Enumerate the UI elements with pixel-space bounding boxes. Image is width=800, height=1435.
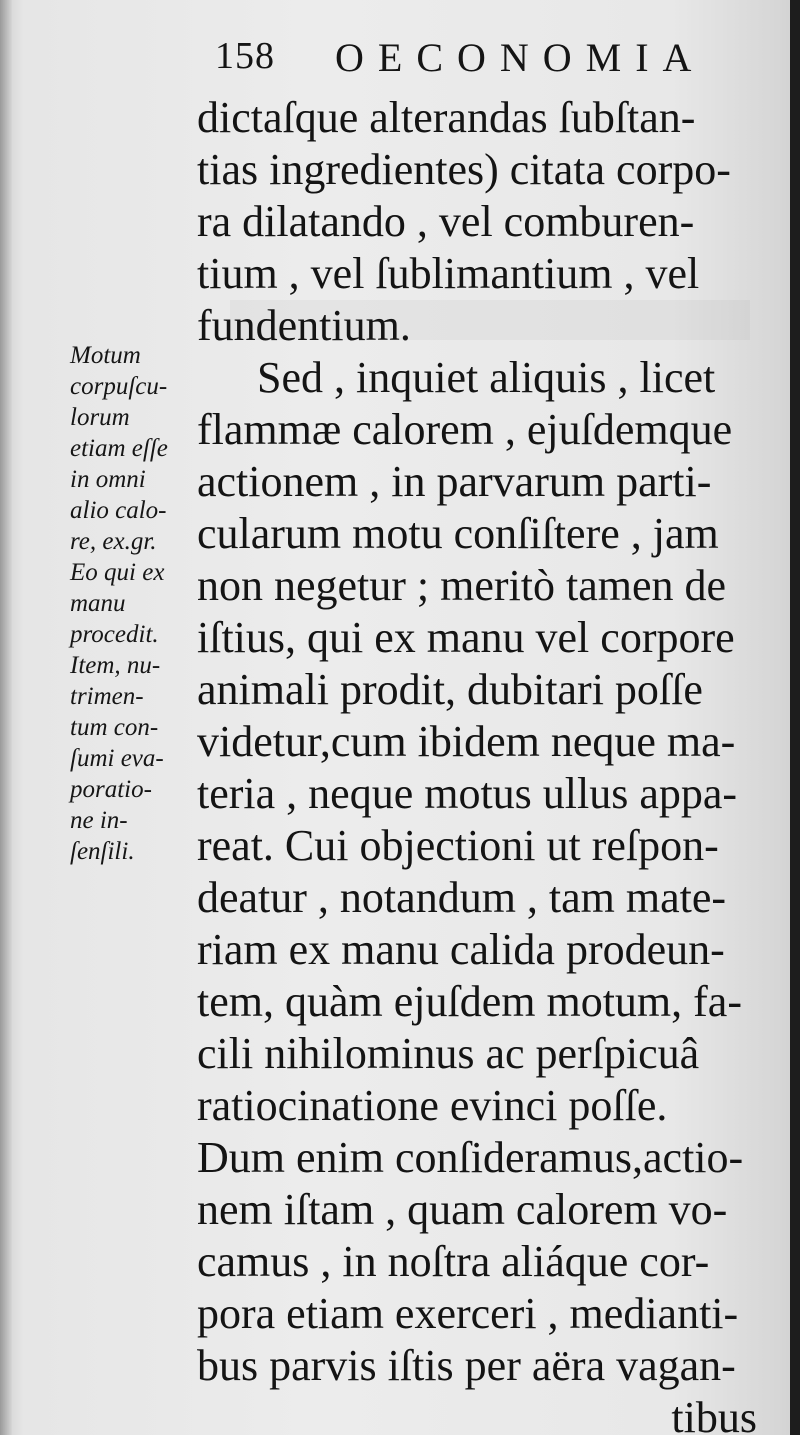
text-line: ra dilatando , vel comburen-	[197, 197, 695, 246]
body-text	[197, 92, 767, 1435]
marginal-note-line: poratio-	[70, 776, 152, 803]
text-line: ratiocinatione evinci poſſe.	[197, 1081, 668, 1130]
marginal-note-line: ne in-	[70, 807, 128, 834]
marginal-note-line: manu	[70, 590, 126, 617]
text-line: cularum motu conſiſtere , jam	[197, 509, 719, 558]
page-number: 158	[215, 35, 275, 77]
marginal-note-line: in omni	[70, 466, 146, 493]
text-line: actionem , in parvarum parti-	[197, 457, 712, 506]
marginal-note-line: corpuſcu-	[70, 373, 168, 400]
marginal-note-line: tum con-	[70, 714, 159, 741]
page-gutter-shadow	[0, 0, 12, 1435]
running-title: OECONOMIA	[335, 35, 706, 80]
text-line: deatur , notandum , tam mate-	[197, 873, 727, 922]
marginal-note-line: alio calo-	[70, 497, 167, 524]
text-line: iſtius, qui ex manu vel corpore	[197, 613, 735, 662]
paragraph-start-line: Sed , inquiet aliquis , licet	[257, 353, 716, 402]
text-line: pora etiam exerceri , medianti-	[197, 1289, 739, 1338]
marginal-note-line: ſenſili.	[70, 838, 135, 865]
text-line: nem iſtam , quam calorem vo-	[197, 1185, 728, 1234]
marginal-note-line: ſumi eva-	[70, 745, 164, 772]
text-line: fundentium.	[197, 301, 411, 350]
marginal-note-line: Item, nu-	[70, 652, 161, 679]
text-line: reat. Cui objectioni ut reſpon-	[197, 821, 719, 870]
marginal-note-line: trimen-	[70, 683, 144, 710]
marginal-note-line: procedit.	[70, 621, 159, 648]
text-line: tem, quàm ejuſdem motum, fa-	[197, 977, 742, 1026]
page-edge-shadow	[790, 0, 800, 1435]
text-line: camus , in noſtra aliáque cor-	[197, 1237, 710, 1286]
text-line: dictaſque alterandas ſubſtan-	[197, 93, 696, 142]
text-line: tias ingredientes) citata corpo-	[197, 145, 731, 194]
catchword: tibus	[671, 1393, 757, 1435]
marginal-note-line: etiam eſſe	[70, 435, 168, 462]
marginal-note-line: re, ex.gr.	[70, 528, 157, 555]
text-line: Dum enim conſideramus,actio-	[197, 1133, 744, 1182]
text-line: riam ex manu calida prodeun-	[197, 925, 725, 974]
running-head	[215, 28, 706, 88]
text-line: non negetur ; meritò tamen de	[197, 561, 727, 610]
text-line: animali prodit, dubitari poſſe	[197, 665, 703, 714]
marginal-note-line: lorum	[70, 404, 130, 431]
text-line: teria , neque motus ullus appa-	[197, 769, 738, 818]
text-line: videtur,cum ibidem neque ma-	[197, 717, 736, 766]
marginal-note	[70, 340, 210, 867]
text-line: tium , vel ſublimantium , vel	[197, 249, 700, 298]
text-line: flammæ calorem , ejuſdemque	[197, 405, 733, 454]
marginal-note-line: Motum	[70, 342, 141, 369]
text-line: cili nihilominus ac perſpicuâ	[197, 1029, 700, 1078]
marginal-note-line: Eo qui ex	[70, 559, 165, 586]
text-line: bus parvis iſtis per aëra vagan-	[197, 1341, 736, 1390]
